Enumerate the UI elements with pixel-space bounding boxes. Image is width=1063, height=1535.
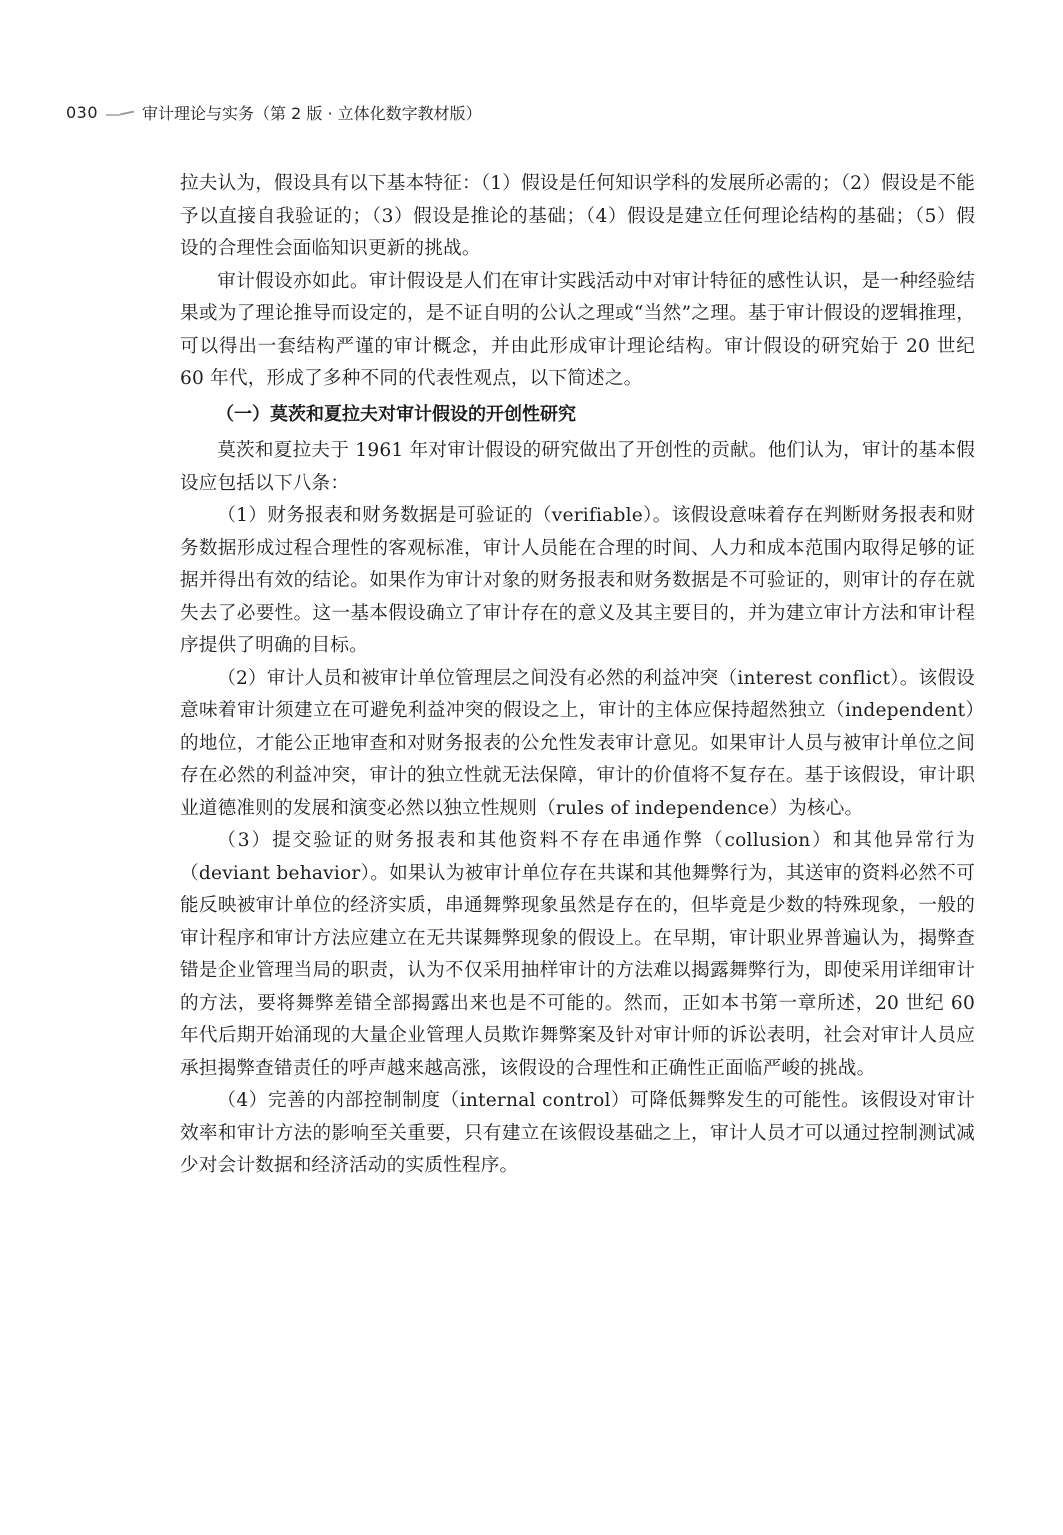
page-body [180, 168, 975, 1183]
page-number: 030 [66, 102, 99, 122]
section-intro: 莫茨和夏拉夫于 1961 年对审计假设的研究做出了开创性的贡献。他们认为，审计的基本假设应包括以下八条： [180, 440, 975, 494]
assumption-item-4: （4）完善的内部控制制度（internal control）可降低舞弊发生的可能性。该假设对审计效率和审计方法的影响至关重要，只有建立在该假设基础之上，审计人员才可以通过控制测试减少对会计数据和经济活动的实质性程序。 [180, 1090, 975, 1176]
section-heading: （一）莫茨和夏拉夫对审计假设的开创性研究 [216, 403, 576, 425]
paragraph-audit-assumptions: 审计假设亦如此。审计假设是人们在审计实践活动中对审计特征的感性认识，是一种经验结果或为了理论推导而设定的，是不证自明的公认之理或“当然”之理。基于审计假设的逻辑推理，可以得出一套结构严谨的审计概念，并由此形成审计理论结构。审计假设的研究始于 20 世纪 60 年代，形成了多种不同的代表性观点，以下简述之。 [180, 270, 975, 389]
assumption-item-1: （1）财务报表和财务数据是可验证的（verifiable）。该假设意味着存在判断财务报表和财务数据形成过程合理性的客观标准，审计人员能在合理的时间、人力和成本范围内取得足够的证据并得出有效的结论。如果作为审计对象的财务报表和财务数据是不可验证的，则审计的存在就失去了必要性。这一基本假设确立了审计存在的意义及其主要目的，并为建立审计方法和审计程序提供了明确的目标。 [180, 505, 975, 656]
assumption-item-3: （3）提交验证的财务报表和其他资料不存在串通作弊（collusion）和其他异常行为（deviant behavior）。如果认为被审计单位存在共谋和其他舞弊行为，其送审的资料必然不可能反映被审计单位的经济实质，串通舞弊现象虽然是存在的，但毕竟是少数的特殊现象，一般的审计程序和审计方法应建立在无共谋舞弊现象的假设上。在早期，审计职业界普遍认为，揭弊查错是企业管理当局的职责，认为不仅采用抽样审计的方法难以揭露舞弊行为，即使采用详细审计的方法，要将舞弊差错全部揭露出来也是不可能的。然而，正如本书第一章所述，20 世纪 60 年代后期开始涌现的大量企业管理人员欺诈舞弊案及针对审计师的诉讼表明，社会对审计人员应承担揭弊查错责任的呼声越来越高涨，该假设的合理性和正确性正面临严峻的挑战。 [180, 830, 975, 1079]
assumption-item-2: （2）审计人员和被审计单位管理层之间没有必然的利益冲突（interest conflict）。该假设意味着审计须建立在可避免利益冲突的假设之上，审计的主体应保持超然独立（independent）的地位，才能公正地审查和对财务报表的公允性发表审计意见。如果审计人员与被审计单位之间存在必然的利益冲突，审计的独立性就无法保障，审计的价值将不复存在。基于该假设，审计职业道德准则的发展和演变必然以独立性规则（rules of independence）为核心。 [180, 667, 975, 819]
running-title: 审计理论与实务（第 2 版 · 立体化数字教材版） [142, 103, 482, 123]
header-decoration [106, 107, 136, 117]
paragraph-continued: 拉夫认为，假设具有以下基本特征：（1）假设是任何知识学科的发展所必需的；（2）假设是不能予以直接自我验证的；（3）假设是推论的基础；（4）假设是建立任何理论结构的基础；（5）假设的合理性会面临知识更新的挑战。 [180, 173, 975, 259]
page-header [66, 100, 482, 124]
